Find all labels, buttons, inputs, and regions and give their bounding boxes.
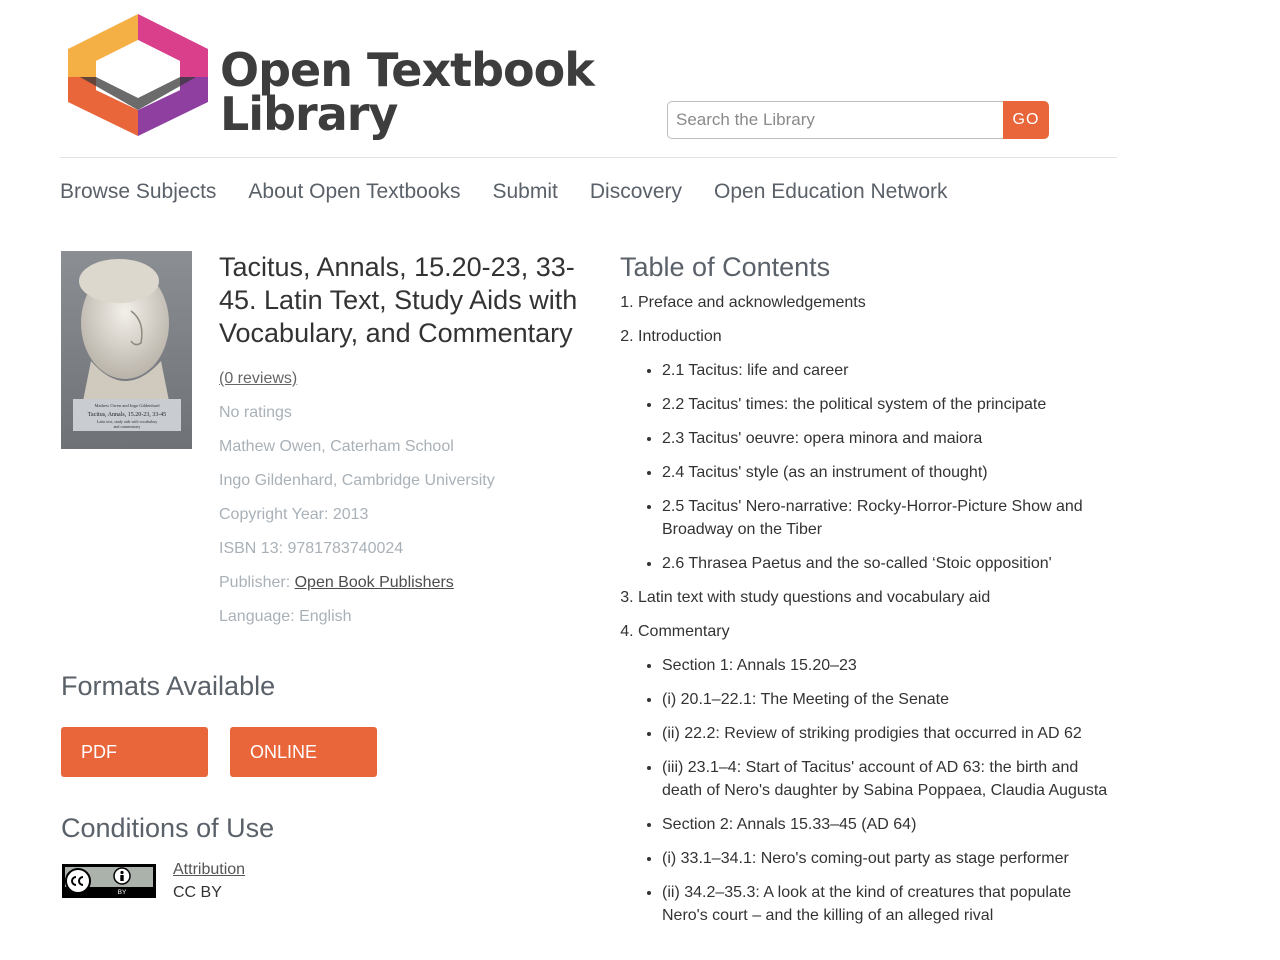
publisher-row bbox=[219, 566, 594, 600]
toc-heading: Table of Contents bbox=[620, 252, 831, 282]
search-input[interactable] bbox=[667, 101, 1003, 139]
toc-sublist bbox=[638, 359, 1120, 575]
isbn: ISBN 13: 9781783740024 bbox=[219, 540, 404, 557]
main-nav bbox=[60, 180, 948, 210]
license-name: CC BY bbox=[173, 884, 222, 901]
toc-subitem: • (ii) 34.2–35.3: A look at the kind of creatures that populate Nero's court – and the killing of an alleged rival bbox=[662, 881, 1120, 927]
formats-heading: Formats Available bbox=[61, 671, 276, 701]
nav-browse-subjects[interactable]: Browse Subjects bbox=[60, 180, 217, 203]
author-2: Ingo Gildenhard, Cambridge University bbox=[219, 472, 495, 489]
toc-item bbox=[638, 586, 1120, 609]
toc-subitem: • 2.2 Tacitus' times: the political system of the principate bbox=[662, 393, 1120, 416]
toc-subitem: • (iii) 23.1–4: Start of Tacitus' account of AD 63: the birth and death of Nero's daughter by Sabina Poppaea, Claudia Augusta bbox=[662, 756, 1120, 802]
toc-list bbox=[620, 291, 1120, 927]
reviews-link[interactable]: (0 reviews) bbox=[219, 370, 298, 387]
cc-by-license-icon[interactable] bbox=[62, 864, 156, 898]
toc-subitem: • Section 2: Annals 15.33–45 (AD 64) bbox=[662, 813, 1120, 836]
table-of-contents bbox=[620, 251, 1120, 938]
nav-open-education-network[interactable]: Open Education Network bbox=[714, 180, 948, 203]
toc-subitem: • (ii) 22.2: Review of striking prodigies that occurred in AD 62 bbox=[662, 722, 1120, 745]
toc-subitem: • 2.3 Tacitus' oeuvre: opera minora and maiora bbox=[662, 427, 1120, 450]
toc-subitem: • 2.1 Tacitus: life and career bbox=[662, 359, 1120, 382]
toc-item-label: Commentary bbox=[638, 623, 730, 640]
toc-subitem: • (i) 33.1–34.1: Nero's coming-out party as stage performer bbox=[662, 847, 1120, 870]
cover-authors: Mathew Owen and Ingo Gildenhard bbox=[94, 403, 160, 408]
language: Language: English bbox=[219, 608, 352, 625]
toc-item bbox=[638, 325, 1120, 575]
open-textbook-library-logo-icon[interactable] bbox=[68, 14, 208, 136]
book-title: Tacitus, Annals, 15.20-23, 33-45. Latin Text, Study Aids with Vocabulary, and Commentary bbox=[219, 252, 578, 348]
search-go-button[interactable]: GO bbox=[1003, 101, 1049, 139]
toc-item bbox=[638, 291, 1120, 314]
cover-subtitle-1: Latin text, study aids with vocabulary bbox=[96, 419, 158, 424]
cover-title: Tacitus, Annals, 15.20-23, 33-45 bbox=[87, 412, 167, 418]
copyright-year: Copyright Year: 2013 bbox=[219, 506, 369, 523]
toc-item-label: Introduction bbox=[638, 328, 722, 345]
toc-item-label: Preface and acknowledgements bbox=[638, 294, 866, 311]
site-name-line1: Open Textbook bbox=[220, 43, 594, 97]
toc-subitem: • 2.4 Tacitus' style (as an instrument of thought) bbox=[662, 461, 1120, 484]
site-name-line2: Library bbox=[220, 87, 398, 141]
ratings: No ratings bbox=[219, 404, 292, 421]
cover-subtitle-2: and commentary bbox=[113, 424, 141, 429]
toc-item bbox=[638, 620, 1120, 927]
site-header bbox=[60, 0, 1117, 158]
attribution-link[interactable]: Attribution bbox=[173, 861, 246, 878]
site-name[interactable] bbox=[220, 43, 594, 141]
conditions-heading: Conditions of Use bbox=[61, 813, 275, 843]
nav-submit[interactable]: Submit bbox=[492, 180, 558, 203]
book-info bbox=[219, 251, 594, 634]
reviews-row bbox=[219, 362, 594, 396]
nav-discovery[interactable]: Discovery bbox=[589, 180, 683, 203]
toc-item-label: Latin text with study questions and vocabulary aid bbox=[638, 589, 991, 606]
toc-subitem: • Section 1: Annals 15.20–23 bbox=[662, 654, 1120, 677]
publisher-link[interactable]: Open Book Publishers bbox=[294, 574, 454, 591]
license-info bbox=[173, 858, 245, 904]
toc-subitem: • 2.6 Thrasea Paetus and the so-called ‘Stoic opposition' bbox=[662, 552, 1120, 575]
toc-sublist bbox=[638, 654, 1120, 927]
pdf-button[interactable]: PDF bbox=[61, 727, 208, 777]
cc-badge-by: BY bbox=[117, 889, 127, 896]
author-1: Mathew Owen, Caterham School bbox=[219, 438, 454, 455]
nav-about-open-textbooks[interactable]: About Open Textbooks bbox=[248, 180, 461, 203]
book-cover-image[interactable] bbox=[61, 251, 192, 449]
toc-subitem: • 2.5 Tacitus' Nero-narrative: Rocky-Horror-Picture Show and Broadway on the Tiber bbox=[662, 495, 1120, 541]
toc-subitem: • (i) 20.1–22.1: The Meeting of the Senate bbox=[662, 688, 1120, 711]
online-button[interactable]: ONLINE bbox=[230, 727, 377, 777]
publisher-label: Publisher: bbox=[219, 574, 295, 591]
